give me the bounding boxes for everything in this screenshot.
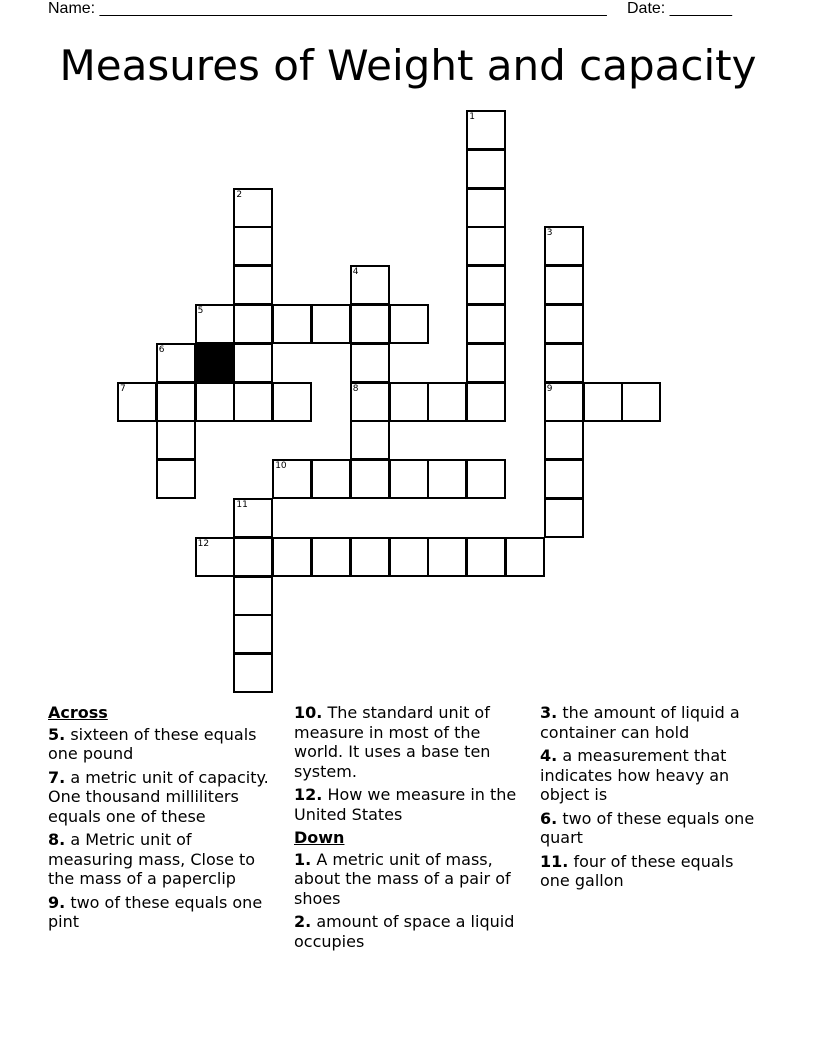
crossword-cell[interactable]	[389, 459, 429, 499]
clue-text: a metric unit of capacity. One thousand milliliters equals one of these	[48, 767, 269, 826]
crossword-cell[interactable]	[389, 537, 429, 577]
crossword-cell[interactable]	[233, 382, 273, 422]
clue-text: two of these equals one quart	[540, 808, 755, 847]
crossword-cell[interactable]	[195, 537, 235, 577]
cell-number: 1	[469, 112, 475, 122]
clue-across-7	[48, 768, 276, 827]
page-header	[0, 0, 816, 20]
crossword-cell[interactable]	[272, 459, 312, 499]
cell-number: 4	[352, 267, 359, 278]
clue-number: 6.	[540, 808, 558, 828]
crossword-cell[interactable]	[233, 226, 273, 266]
crossword-cell[interactable]	[544, 265, 584, 305]
crossword-cell[interactable]	[544, 498, 584, 538]
crossword-cell[interactable]	[583, 382, 623, 422]
clue-number: 4.	[540, 746, 558, 765]
crossword-cell[interactable]	[350, 459, 390, 499]
cell-number: 6	[158, 344, 165, 355]
crossword-cell[interactable]	[544, 343, 584, 383]
crossword-cell[interactable]	[544, 420, 584, 460]
crossword-cell[interactable]	[466, 459, 506, 499]
crossword-cell[interactable]	[427, 382, 467, 422]
clue-down-3	[540, 703, 768, 742]
clue-number: 1.	[294, 849, 312, 869]
clue-down-4	[540, 746, 768, 805]
crossword-cell[interactable]	[272, 382, 312, 422]
crossword-cell[interactable]	[156, 343, 196, 383]
cell-number: 8	[352, 383, 359, 394]
crossword-cell[interactable]	[233, 614, 273, 654]
crossword-cell[interactable]	[233, 498, 273, 538]
clue-text: two of these equals one pint	[48, 892, 263, 931]
crossword-cell[interactable]	[233, 653, 273, 693]
date-field-label[interactable]: Date: _______	[627, 0, 732, 17]
crossword-cell[interactable]	[544, 226, 584, 266]
crossword-cell[interactable]	[466, 537, 506, 577]
clue-down-1	[294, 850, 522, 909]
clue-down-11	[540, 852, 768, 891]
clue-number: 10.	[294, 703, 323, 722]
crossword-cell[interactable]	[621, 382, 661, 422]
clue-number: 9.	[48, 892, 66, 912]
clue-text: A metric unit of mass, about the mass of a pair of shoes	[294, 849, 511, 908]
clue-text: The standard unit of measure in most of the world. It uses a base ten system.	[294, 703, 491, 781]
crossword-cell[interactable]	[233, 537, 273, 577]
crossword-cell[interactable]	[466, 149, 506, 189]
crossword-cell[interactable]	[233, 304, 273, 344]
cell-number: 10	[275, 461, 287, 472]
crossword-cell[interactable]	[233, 343, 273, 383]
crossword-cell[interactable]	[544, 459, 584, 499]
crossword-cell[interactable]	[350, 343, 390, 383]
crossword-cell[interactable]	[195, 304, 235, 344]
clue-number: 3.	[540, 703, 558, 722]
cell-number: 11	[236, 500, 248, 510]
crossword-cell[interactable]	[466, 304, 506, 344]
crossword-cell[interactable]	[156, 420, 196, 460]
page-title: Measures of Weight and capacity	[59, 41, 757, 90]
crossword-cell[interactable]	[466, 265, 506, 305]
crossword-cell[interactable]	[156, 382, 196, 422]
clue-number: 7.	[48, 767, 66, 787]
crossword-cell[interactable]	[117, 382, 157, 422]
clue-across-10	[294, 703, 522, 781]
crossword-cell[interactable]	[350, 265, 390, 305]
clue-text: How we measure in the United States	[294, 785, 517, 824]
crossword-cell[interactable]	[466, 382, 506, 422]
clue-number: 8.	[48, 830, 66, 849]
crossword-cell[interactable]	[466, 110, 506, 150]
crossword-cell[interactable]	[350, 304, 390, 344]
crossword-cell[interactable]	[311, 459, 351, 499]
crossword-cell[interactable]	[427, 459, 467, 499]
clue-text: amount of space a liquid occupies	[294, 912, 515, 951]
crossword-block-cell	[195, 343, 235, 383]
crossword-cell[interactable]	[466, 343, 506, 383]
crossword-cell[interactable]	[350, 420, 390, 460]
crossword-cell[interactable]	[272, 304, 312, 344]
cell-number: 2	[236, 189, 243, 200]
clue-number: 5.	[48, 724, 66, 744]
clue-list	[48, 703, 768, 963]
crossword-cell[interactable]	[195, 382, 235, 422]
crossword-cell[interactable]	[311, 304, 351, 344]
clue-text: a measurement that indicates how heavy an object is	[540, 746, 730, 804]
clue-across-8	[48, 830, 276, 889]
crossword-cell[interactable]	[427, 537, 467, 577]
crossword-cell[interactable]	[233, 576, 273, 616]
down-heading: Down	[294, 828, 345, 847]
clue-number: 2.	[294, 912, 312, 931]
cell-number: 12	[197, 538, 210, 549]
crossword-cell[interactable]	[389, 382, 429, 422]
cell-number: 5	[197, 306, 204, 316]
clue-text: a Metric unit of measuring mass, Close to the mass of a paperclip	[48, 830, 256, 888]
clue-number: 11.	[540, 851, 569, 871]
clue-text: the amount of liquid a container can hold	[540, 703, 740, 742]
crossword-cell[interactable]	[156, 459, 196, 499]
crossword-cell[interactable]	[311, 537, 351, 577]
crossword-cell[interactable]	[350, 382, 390, 422]
crossword-cell[interactable]	[233, 265, 273, 305]
crossword-cell[interactable]	[544, 382, 584, 422]
clue-text: sixteen of these equals one pound	[48, 724, 257, 763]
clue-across-9	[48, 893, 276, 932]
crossword-cell[interactable]	[505, 537, 545, 577]
name-field-label[interactable]: Name: _________________________________________________________	[48, 0, 607, 17]
crossword-cell[interactable]	[272, 537, 312, 577]
crossword-cell[interactable]	[466, 226, 506, 266]
crossword-cell[interactable]	[466, 188, 506, 228]
clue-across-12	[294, 785, 522, 824]
across-heading: Across	[48, 703, 108, 722]
clue-number: 12.	[294, 785, 323, 804]
cell-number: 7	[120, 383, 126, 394]
clue-down-2	[294, 912, 522, 951]
crossword-cell[interactable]	[389, 304, 429, 344]
crossword-cell[interactable]	[544, 304, 584, 344]
crossword-cell[interactable]	[350, 537, 390, 577]
clue-down-6	[540, 809, 768, 848]
clue-text: four of these equals one gallon	[540, 851, 734, 890]
cell-number: 9	[546, 383, 553, 394]
clue-across-5	[48, 725, 276, 764]
cell-number: 3	[546, 228, 553, 239]
crossword-cell[interactable]	[233, 188, 273, 228]
